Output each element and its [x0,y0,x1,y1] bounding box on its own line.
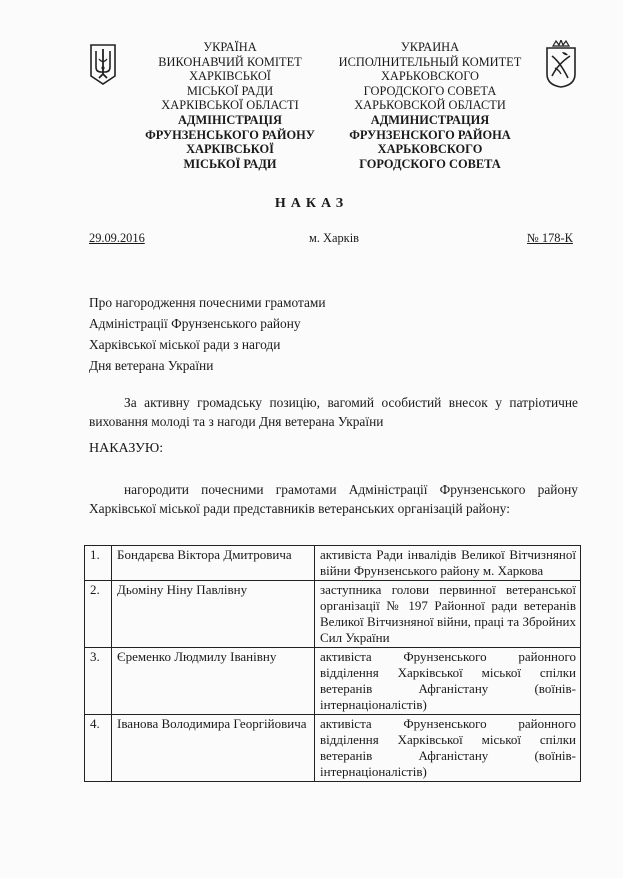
order-date: 29.09.2016 [89,231,145,245]
header-ua-bold-line: АДМІНІСТРАЦІЯ [177,112,282,127]
header-ru-bold-line: ФРУНЗЕНСКОГО РАЙОНА [349,127,511,142]
table-row [85,715,581,782]
header-russian [330,40,530,171]
awardee-name: Дьоміну Ніну Павлівну [112,581,315,648]
header-ua-line: ХАРКІВСЬКОЇ ОБЛАСТІ [161,98,299,113]
document-title: НАКАЗ [274,196,349,211]
header-ua-line: ХАРКІВСЬКОЇ [189,69,271,84]
awardee-description: активіста Фрунзенського районного відділення Харківської міської спілки ветеранів Афганістану (воїнів-інтернаціоналістів) [315,715,581,782]
awardee-name: Іванова Володимира Георгійовича [112,715,315,782]
header-ua-line: МІСЬКОЇ РАДИ [186,83,274,98]
awardee-description: активіста Ради інвалідів Великої Вітчизняної війни Фрунзенського району м. Харкова [315,546,581,581]
header-ukrainian [125,40,335,171]
table-row [85,648,581,715]
header-ru-line: ИСПОЛНИТЕЛЬНЫЙ КОМИТЕТ [338,54,522,69]
header-ru-bold-line: ГОРОДСКОГО СОВЕТА [359,156,501,171]
header-ru-bold-line: АДМИНИСТРАЦИЯ [370,112,490,127]
header-ru-line: ХАРЬКОВСКОГО [380,69,480,84]
kharkiv-coat-of-arms-icon [544,40,578,88]
header-ru-line: ГОРОДСКОГО СОВЕТА [363,83,497,98]
subject-line: Адміністрації Фрунзенського району [89,316,301,331]
subject-line: Про нагородження почесними грамотами [89,295,326,310]
row-number: 2. [85,581,112,648]
subject-line: Дня ветерана України [89,358,214,373]
awardee-name: Єременко Людмилу Іванівну [112,648,315,715]
preamble-paragraph: За активну громадську позицію, вагомий особистий внесок у патріотичне виховання молоді та з нагоди Дня ветерана України [89,395,578,429]
order-city: м. Харків [309,231,359,245]
header-ua-line: ВИКОНАВЧИЙ КОМІТЕТ [158,54,302,69]
order-subject [89,292,326,376]
header-ua-line: УКРАЇНА [203,40,257,54]
header-ua-bold-line: ФРУНЗЕНСЬКОГО РАЙОНУ [145,127,315,142]
awardees-table [84,545,581,782]
order-number: № 178-К [527,231,573,245]
trident-emblem-icon [88,42,118,86]
row-number: 3. [85,648,112,715]
row-number: 4. [85,715,112,782]
table-row [85,546,581,581]
header-ua-bold-line: ХАРКІВСЬКОЇ [186,142,274,157]
header-ua-bold-line: МІСЬКОЇ РАДИ [183,156,277,171]
awardee-description: заступника голови первинної ветеранської організації № 197 Районної ради ветеранів Великої Вітчизняної війни, праці та Збройних Сил України [315,581,581,648]
subject-line: Харківської міської ради з нагоди [89,337,281,352]
awardee-description: активіста Фрунзенського районного відділення Харківської міської спілки ветеранів Афганістану (воїнів-інтернаціоналістів) [315,648,581,715]
header-ru-line: УКРАИНА [400,40,460,54]
table-row [85,581,581,648]
order-paragraph: нагородити почесними грамотами Адміністрації Фрунзенського району Харківської міської ради представників ветеранських організацій району: [89,482,578,516]
order-word: НАКАЗУЮ: [89,441,164,456]
awardee-name: Бондарєва Віктора Дмитровича [112,546,315,581]
header-ru-bold-line: ХАРЬКОВСКОГО [377,142,483,157]
header-ru-line: ХАРЬКОВСКОЙ ОБЛАСТИ [354,98,506,113]
row-number: 1. [85,546,112,581]
